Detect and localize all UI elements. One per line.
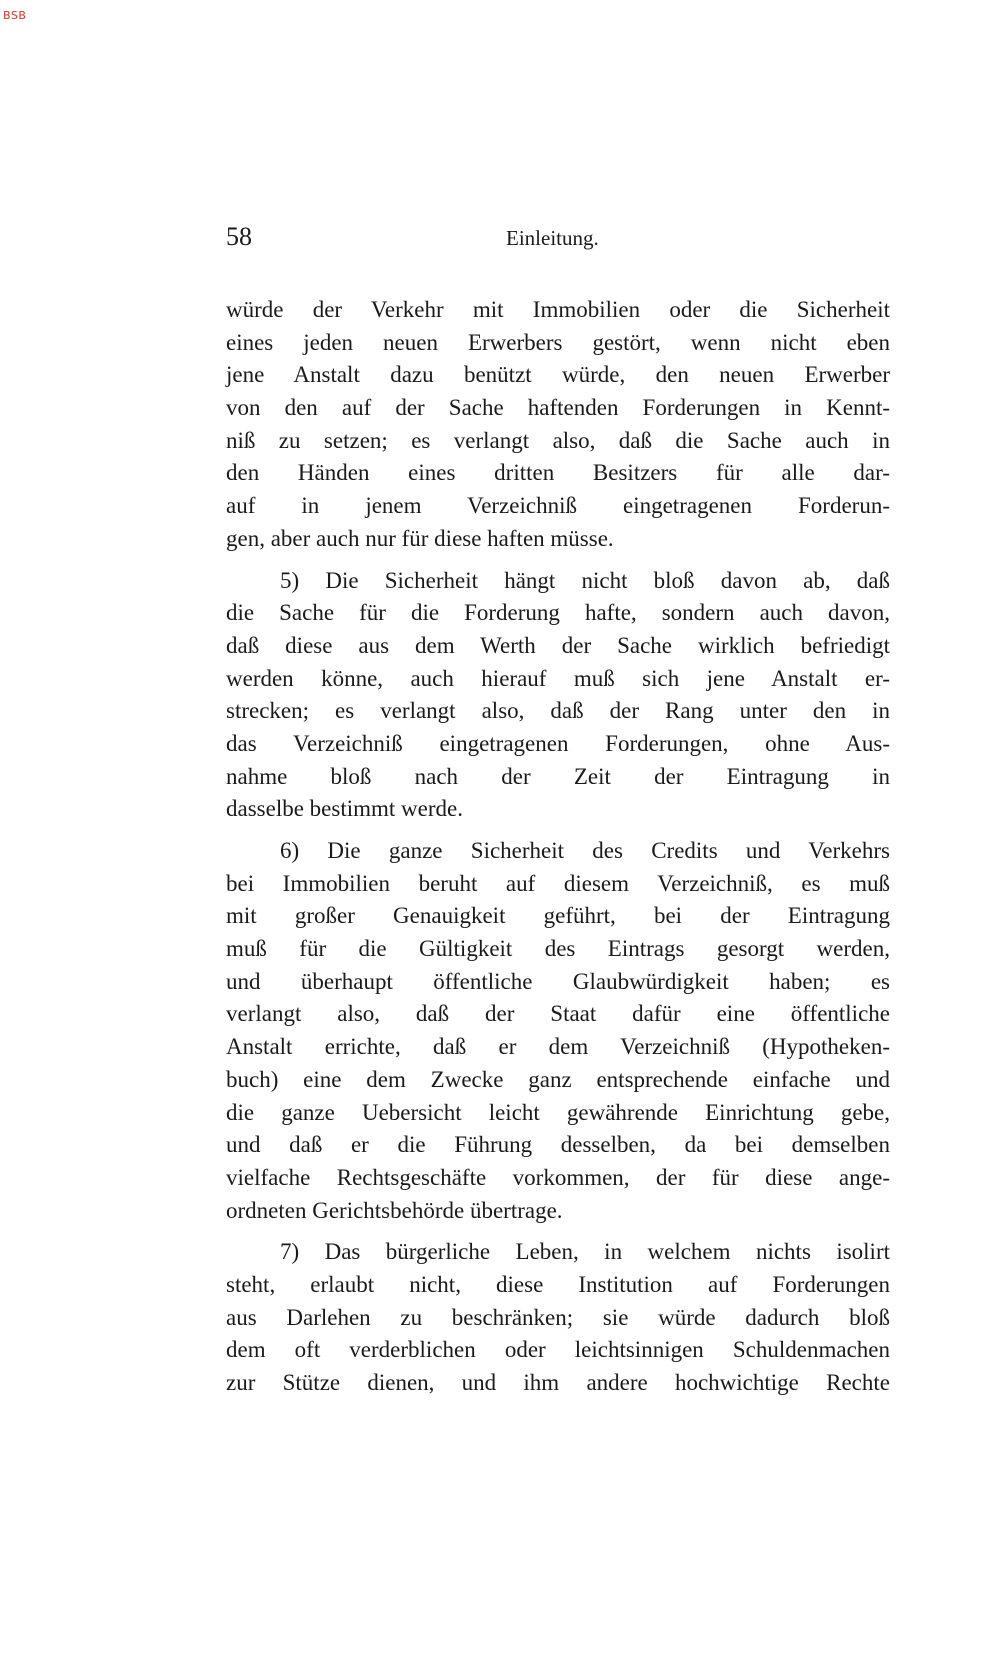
- text-line: dem oft verderblichen oder leichtsinnigen Schuldenmachen: [226, 1337, 890, 1363]
- page-header: [226, 222, 616, 258]
- text-line: 5) Die Sicherheit hängt nicht bloß davon ab, daß: [280, 567, 890, 593]
- text-line: vielfache Rechtsgeschäfte vorkommen, der für diese ange-: [226, 1164, 890, 1190]
- page-number: 58: [226, 222, 252, 251]
- text-line: steht, erlaubt nicht, diese Institution auf Forderungen: [226, 1271, 890, 1297]
- text-line: und überhaupt öffentliche Glaubwürdigkeit haben; es: [226, 968, 890, 994]
- paragraph-gap: [226, 826, 890, 835]
- text-line: das Verzeichniß eingetragenen Forderungen, ohne Aus-: [226, 730, 890, 756]
- text-line: aus Darlehen zu beschränken; sie würde dadurch bloß: [226, 1304, 890, 1330]
- text-line: bei Immobilien beruht auf diesem Verzeichniß, es muß: [226, 870, 890, 896]
- text-line: den Händen eines dritten Besitzers für alle dar-: [226, 460, 890, 486]
- paragraph-gap: [226, 556, 890, 565]
- text-line: 6) Die ganze Sicherheit des Credits und Verkehrs: [280, 838, 890, 863]
- text-line: Anstalt errichte, daß er dem Verzeichniß (Hypotheken-: [226, 1034, 890, 1060]
- paragraph-gap: [226, 1227, 890, 1236]
- paragraph: [226, 565, 890, 827]
- text-line: von den auf der Sache haftenden Forderungen in Kennt-: [226, 395, 890, 421]
- text-line: auf in jenem Verzeichniß eingetragenen Forderun-: [226, 493, 890, 519]
- text-line: mit großer Genauigkeit geführt, bei der Eintragung: [226, 903, 890, 929]
- text-line: strecken; es verlangt also, daß der Rang unter den in: [226, 698, 890, 724]
- text-line: die Sache für die Forderung hafte, sondern auch davon,: [226, 600, 890, 626]
- text-line: nahme bloß nach der Zeit der Eintragung in: [226, 763, 890, 789]
- text-line: zur Stütze dienen, und ihm andere hochwichtige Rechte: [226, 1370, 890, 1395]
- text-line: eines jeden neuen Erwerbers gestört, wenn nicht eben: [226, 329, 890, 355]
- paragraph: [226, 1236, 890, 1399]
- text-line: gen, aber auch nur für diese haften müsse.: [226, 525, 614, 551]
- text-line: würde der Verkehr mit Immobilien oder die Sicherheit: [226, 297, 890, 322]
- running-head: Einleitung.: [506, 226, 599, 250]
- text-line: dasselbe bestimmt werde.: [226, 796, 463, 822]
- text-line: muß für die Gültigkeit des Eintrags gesorgt werden,: [226, 936, 890, 962]
- text-line: und daß er die Führung desselben, da bei demselben: [226, 1132, 890, 1158]
- paragraph: [226, 294, 890, 556]
- paragraph: [226, 835, 890, 1227]
- text-line: jene Anstalt dazu benützt würde, den neuen Erwerber: [226, 362, 890, 388]
- library-watermark: BSB: [3, 9, 27, 22]
- text-line: ordneten Gerichtsbehörde übertrage.: [226, 1197, 563, 1223]
- text-line: buch) eine dem Zwecke ganz entsprechende einfache und: [226, 1066, 890, 1092]
- text-line: 7) Das bürgerliche Leben, in welchem nichts isolirt: [280, 1239, 890, 1265]
- text-line: die ganze Uebersicht leicht gewährende Einrichtung gebe,: [226, 1099, 890, 1125]
- text-line: verlangt also, daß der Staat dafür eine öffentliche: [226, 1001, 890, 1027]
- text-line: niß zu setzen; es verlangt also, daß die Sache auch in: [226, 427, 890, 453]
- body-text: [226, 294, 890, 1400]
- text-line: daß diese aus dem Werth der Sache wirklich befriedigt: [226, 632, 890, 658]
- text-line: werden könne, auch hierauf muß sich jene Anstalt er-: [226, 665, 890, 691]
